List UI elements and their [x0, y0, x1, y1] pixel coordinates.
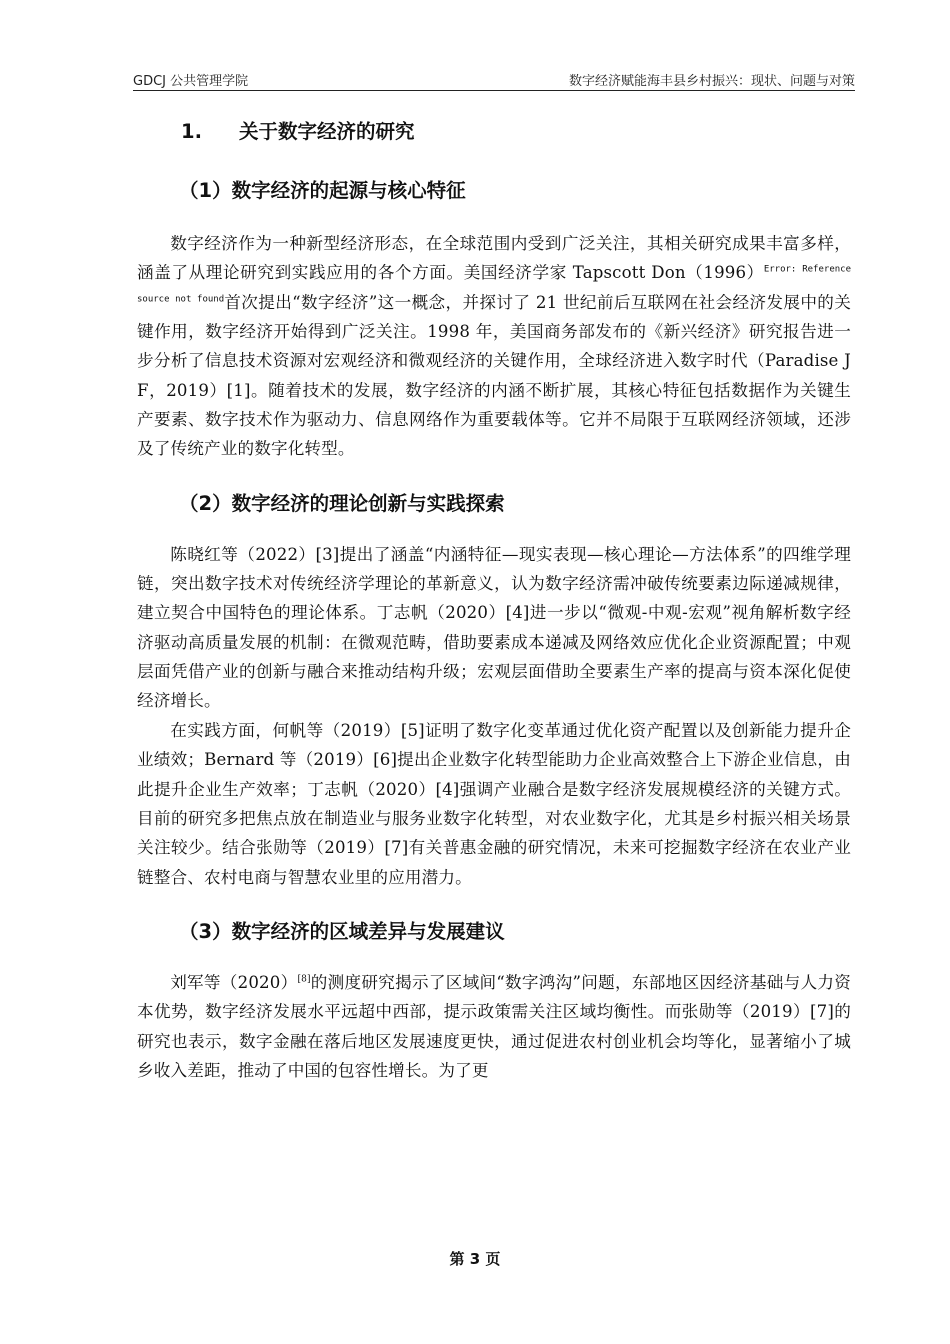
paragraph-text: 首次提出“数字经济”这一概念，并探讨了 21 世纪前后互联网在社会经济发展中的关键作用，数字经济开始得到广泛关注。1998 年，美国商务部发布的《新兴经济》研究报告进一步分析了信息技术资源对宏观经济和微观经济的关键作用，全球经济进入数字时代（Paradise J F，2019）[1]。随着技术的发展，数字经济的内涵不断扩展，其核心特征包括数据作为关键生产要素、数字技术作为驱动力、信息网络作为重要载体等。它并不局限于互联网经济领域，还涉及了传统产业的数字化转型。: [137, 292, 851, 459]
paragraph-text: 的测度研究揭示了区域间“数字鸿沟”问题，东部地区因经济基础与人力资本优势，数字经济发展水平远超中西部，提示政策需关注区域均衡性。而张勋等（2019）[7]的研究也表示，数字金融在落后地区发展速度更快，通过促进农村创业机会均等化，显著缩小了城乡收入差距，推动了中国的包容性增长。为了更: [137, 972, 851, 1080]
section-heading: [137, 108, 851, 156]
paragraph-regional: [137, 968, 851, 1085]
header-institution: GDCJ 公共管理学院: [133, 74, 249, 89]
paragraph-text: 刘军等（2020）: [170, 972, 298, 992]
paragraph-text: 数字经济作为一种新型经济形态，在全球范围内受到广泛关注，其相关研究成果丰富多样，涵盖了从理论研究到实践应用的各个方面。美国经济学家 Tapscott Don（1996）: [137, 234, 851, 283]
section-title: 关于数字经济的研究: [239, 120, 415, 143]
page-number: 第 3 页: [449, 1250, 501, 1268]
paragraph-theory: 陈晓红等（2022）[3]提出了涵盖“内涵特征—现实表现—核心理论—方法体系”的四维学理链，突出数字技术对传统经济学理论的革新意义，认为数字经济需冲破传统要素边际递减规律，建立契合中国特色的理论体系。丁志帆（2020）[4]进一步以“微观-中观-宏观”视角解析数字经济驱动高质量发展的机制：在微观范畴，借助要素成本递减及网络效应优化企业资源配置；中观层面凭借产业的创新与融合来推动结构升级；宏观层面借助全要素生产率的提高与资本深化促使经济增长。: [137, 544, 851, 711]
subsection-heading-3: （3）数字经济的区域差异与发展建议: [179, 919, 505, 943]
body-text: [137, 108, 851, 1085]
reference-error-note: Error: Reference source not found: [137, 264, 851, 305]
paragraph-practice: 在实践方面，何帆等（2019）[5]证明了数字化变革通过优化资产配置以及创新能力提升企业绩效；Bernard 等（2019）[6]提出企业数字化转型能助力企业高效整合上下游企业信息，由此提升企业生产效率；丁志帆（2020）[4]强调产业融合是数字经济发展规模经济的关键方式。目前的研究多把焦点放在制造业与服务业数字化转型，对农业数字化，尤其是乡村振兴相关场景关注较少。结合张勋等（2019）[7]有关普惠金融的研究情况，未来可挖掘数字经济在农业产业链整合、农村电商与智慧农业里的应用潜力。: [137, 720, 851, 887]
header-thesis-title: 数字经济赋能海丰县乡村振兴：现状、问题与对策: [568, 74, 855, 89]
header-divider: [133, 90, 855, 91]
paragraph-origin: [137, 229, 851, 464]
subsection-heading-1: （1）数字经济的起源与核心特征: [179, 179, 466, 202]
running-header: [133, 70, 855, 88]
subsection-heading-2: （2）数字经济的理论创新与实践探索: [179, 491, 505, 515]
citation-marker: [8]: [297, 974, 311, 985]
section-number: 1.: [181, 120, 202, 143]
